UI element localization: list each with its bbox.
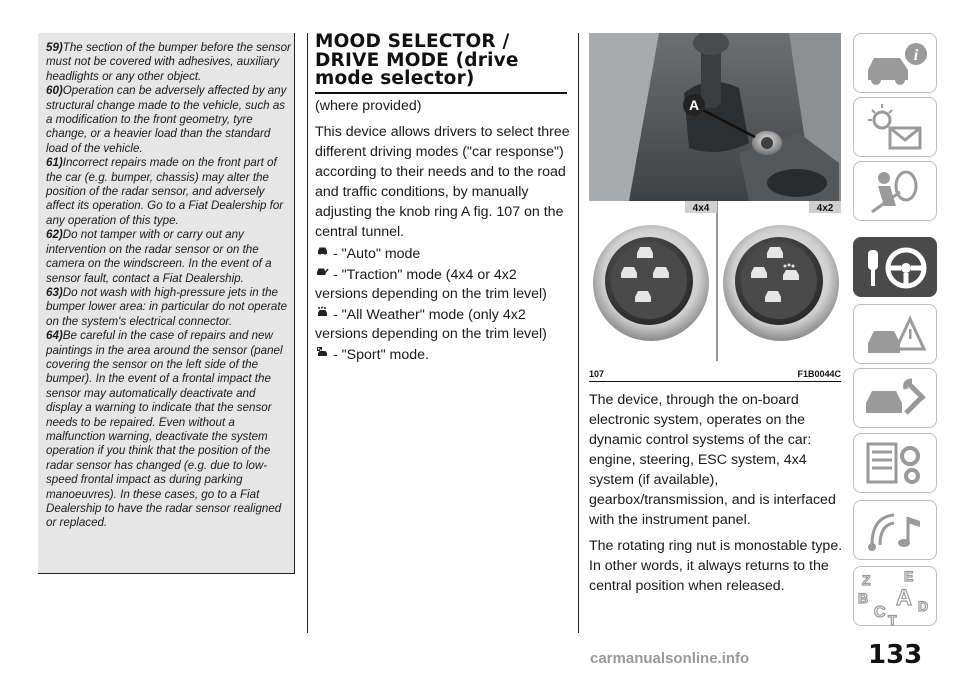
center-console-photo bbox=[589, 33, 841, 201]
dashboard-lights-tab[interactable] bbox=[853, 97, 937, 157]
svg-text:Z: Z bbox=[862, 572, 871, 588]
warning-item: 64)Be careful in the case of repairs and new paintings in the area around the sensor (panel covering the sensor on the left side of the bumper). In the event of a frontal impact the sensor may automatically deactivate and display a warning to indicate that the sensor needs to be repaired. Even without a malfunction warning, deactivate the system operation if you think that the position of the radar sensor has changed (e.g. due to low-speed frontal impact as during parking manoeuvres). In these cases, go to a Fiat Dealership to have the radar sensor realigned or replaced. bbox=[46, 329, 283, 530]
svg-text:i: i bbox=[913, 47, 919, 64]
label-4x2: 4x2 bbox=[816, 203, 834, 214]
gears-doc-icon bbox=[854, 434, 938, 494]
intro-paragraph: This device allows drivers to select three different driving modes ("car response") according to their needs and to the road and traffic conditions, by manually adjusting the knob ring A fig. 107 on the central tunnel. bbox=[315, 123, 570, 240]
multimedia-tab[interactable] bbox=[853, 500, 937, 560]
page-number: 133 bbox=[868, 640, 923, 670]
watermark: carmanualsonline.info bbox=[590, 650, 750, 667]
figure-caption bbox=[589, 369, 841, 379]
right-column-text bbox=[589, 390, 849, 596]
multimedia-icon bbox=[854, 501, 938, 561]
car-info-icon bbox=[854, 34, 938, 94]
device-paragraph: The device, through the on-board electronic system, operates on the dynamic control systems of the car: engine, steering, ESC system, 4x4 system (if available), gearbox/transmission, and is interfaced with the instrument panel. bbox=[589, 392, 836, 528]
svg-text:T: T bbox=[888, 612, 897, 627]
technical-data-tab[interactable] bbox=[853, 433, 937, 493]
svg-text:D: D bbox=[918, 598, 929, 614]
emergency-icon bbox=[854, 305, 938, 365]
traction-mode-icon bbox=[316, 266, 329, 277]
starting-driving-tab[interactable] bbox=[853, 237, 937, 297]
warning-lights-icon bbox=[854, 98, 938, 158]
mood-selector-section bbox=[315, 33, 570, 365]
svg-text:A: A bbox=[896, 585, 912, 610]
figure-107 bbox=[589, 33, 841, 381]
mode-item-all-weather: - "All Weather" mode (only 4x2 versions depending on the trim level) bbox=[315, 307, 547, 342]
warning-item: 61)Incorrect repairs made on the front part of the car (e.g. bumper, chassis) may alter the position of the radar sensor, and adversely affect its operation. Go to a Fiat Dealership for any operation of this type. bbox=[46, 156, 284, 227]
warning-item: 59)The section of the bumper before the sensor must not be covered with adhesives, auxiliary headlights or any other object. bbox=[46, 41, 291, 83]
column-divider-left bbox=[307, 33, 308, 633]
all-weather-mode-icon bbox=[316, 306, 329, 317]
figure-caption-rule bbox=[589, 381, 841, 382]
center-console-illustration bbox=[589, 33, 841, 201]
maintenance-tab[interactable] bbox=[853, 368, 937, 428]
warning-item: 60)Operation can be adversely affected by any structural change made to the vehicle, such as a modification to the front geometry, tyre change, or a heavier load than the standard load of the vehicle. bbox=[46, 84, 287, 155]
warning-item: 63)Do not wash with high-pressure jets in the bumper lower area: in particular do not operate on the system's electrical connector. bbox=[46, 285, 288, 328]
ring-nut-paragraph: The rotating ring nut is monostable type. In other words, it always returns to the central position when released. bbox=[589, 538, 843, 594]
warning-item: 62)Do not tamper with or carry out any intervention on the radar sensor or on the camera on the windscreen. In the event of a sensor fault, contact a Fiat Dealership. bbox=[46, 228, 272, 285]
sport-mode-icon bbox=[316, 346, 329, 357]
label-4x4: 4x4 bbox=[692, 203, 710, 214]
svg-text:E: E bbox=[904, 568, 914, 584]
car-info-tab[interactable] bbox=[853, 33, 937, 93]
svg-text:C: C bbox=[874, 604, 886, 621]
alphabet-index-icon bbox=[854, 567, 938, 627]
section-subtitle: (where provided) bbox=[315, 97, 422, 114]
safety-tab[interactable] bbox=[853, 161, 937, 221]
section-title: MOOD SELECTOR / DRIVE MODE (drive mode selector) bbox=[315, 33, 567, 94]
car-service-icon bbox=[854, 369, 938, 429]
figure-number: 107 bbox=[589, 369, 605, 379]
mode-item-sport: - "Sport" mode. bbox=[315, 346, 570, 365]
airbag-icon bbox=[854, 162, 938, 222]
mode-item-traction: - "Traction" mode (4x4 or 4x2 versions depending on the trim level) bbox=[315, 267, 547, 302]
index-tab[interactable] bbox=[853, 566, 937, 626]
column-divider-right bbox=[578, 33, 579, 633]
warnings-list bbox=[46, 41, 292, 531]
callout-a: A bbox=[688, 97, 700, 113]
emergency-tab[interactable] bbox=[853, 304, 937, 364]
mode-item-auto: - "Auto" mode bbox=[315, 245, 570, 264]
figure-code: F1B0044C bbox=[797, 369, 841, 379]
auto-mode-icon bbox=[316, 245, 329, 256]
steering-wheel-key-icon bbox=[854, 238, 938, 298]
svg-text:B: B bbox=[858, 590, 869, 606]
